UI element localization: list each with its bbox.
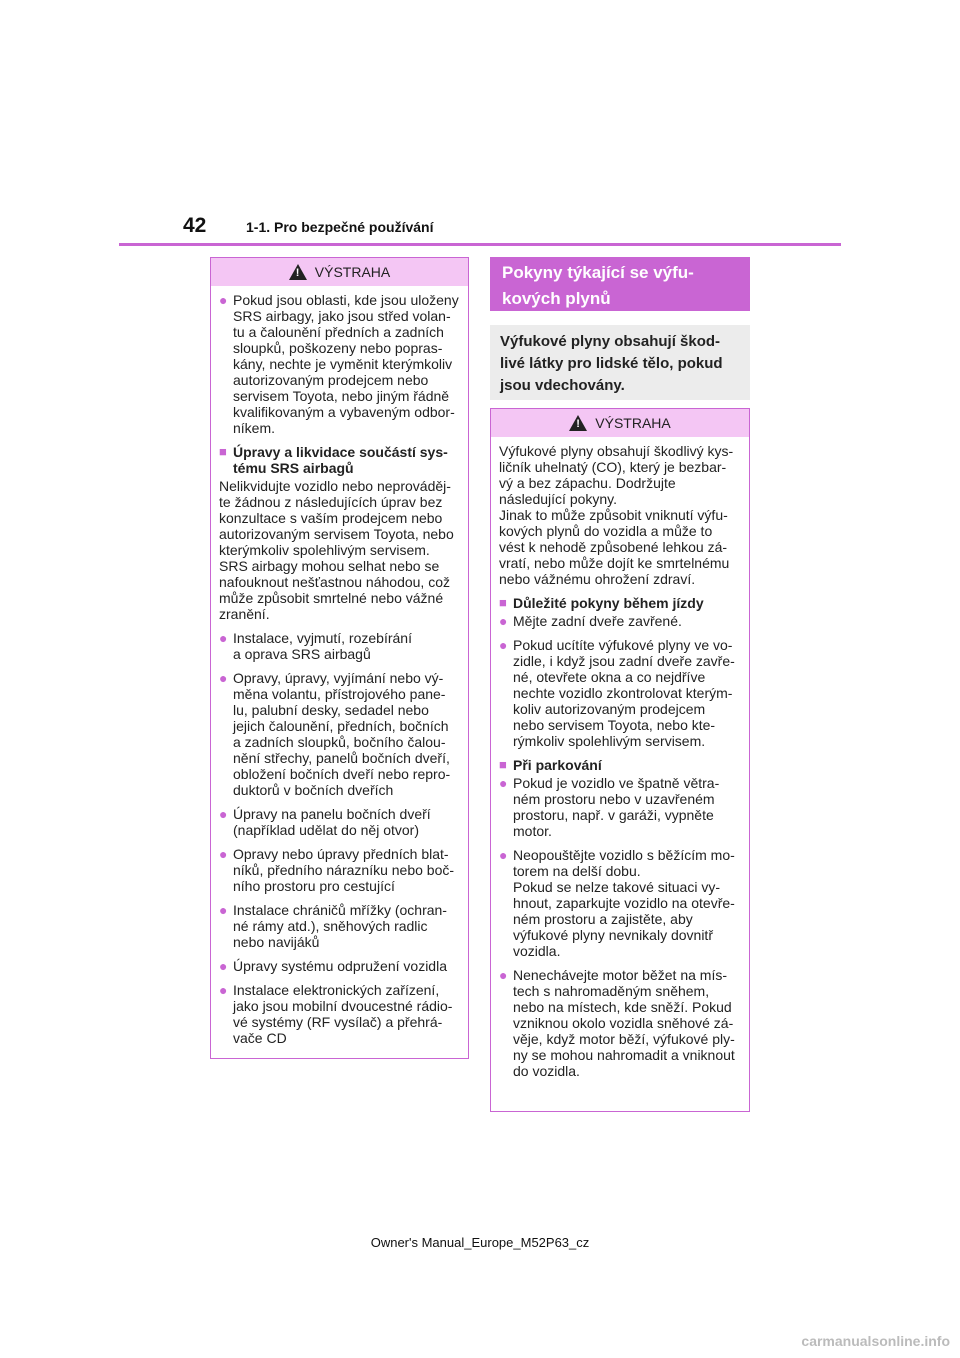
warning-title: VÝSTRAHA bbox=[595, 415, 671, 431]
circle-bullet-icon: ● bbox=[499, 967, 508, 983]
item-text: Nenechávejte motor běžet na mís- tech s nahromaděným sněhem, nebo na místech, kde sněží. Pokud vzniknou okolo vozidla sněhové zá- věje, když motor běží, výfukové ply- ny se mohou nahromadit a vniknout do vozidla. bbox=[513, 967, 735, 1079]
bullet-item bbox=[499, 967, 741, 1079]
item-text: Pokud jsou oblasti, kde jsou uloženy SRS airbagy, jako jsou střed volan- tu a čalounění předních a zadních sloupků, poškozeny nebo popras- kány, nechte je vyměnit kterýmkoliv autorizovaným prodejcem nebo servisem Toyota, nebo jiným řádně kvalifikovaným a vybaveným odbor- níkem. bbox=[233, 292, 459, 436]
bullet-item bbox=[219, 806, 460, 838]
bullet-item bbox=[219, 670, 460, 798]
item-text: Mějte zadní dveře zavřené. bbox=[513, 613, 682, 629]
bullet-item bbox=[499, 847, 741, 959]
circle-bullet-icon: ● bbox=[499, 775, 508, 791]
warning-header bbox=[211, 258, 468, 286]
exhaust-section-heading: Pokyny týkající se výfu- kových plynů bbox=[490, 257, 750, 311]
circle-bullet-icon: ● bbox=[219, 630, 228, 646]
circle-bullet-icon: ● bbox=[499, 847, 508, 863]
warning-body bbox=[211, 286, 468, 1062]
item-text: Opravy, úpravy, vyjímání nebo vý- měna volantu, přístrojového pane- lu, palubní desky, sedadel nebo jejich čalounění, předních, bočních a zadních sloupků, bočního čalou- nění střechy, panelů bočních dveří, obložení bočních dveří nebo repro- duktorů v bočních dveřích bbox=[233, 670, 451, 798]
footer-doc-id: Owner's Manual_Europe_M52P63_cz bbox=[370, 1235, 590, 1250]
item-text: Důležité pokyny během jízdy bbox=[513, 595, 704, 611]
circle-bullet-icon: ● bbox=[219, 292, 228, 308]
item-text: Úpravy systému odpružení vozidla bbox=[233, 958, 447, 974]
bullet-item bbox=[219, 292, 460, 436]
circle-bullet-icon: ● bbox=[219, 902, 228, 918]
warning-body bbox=[491, 437, 749, 1095]
item-text: Instalace elektronických zařízení, jako jsou mobilní dvoucestné rádio- vé systémy (RF vysílač) a přehrá- vače CD bbox=[233, 982, 453, 1046]
item-text: Úpravy na panelu bočních dveří (například udělat do něj otvor) bbox=[233, 806, 431, 838]
section-title: 1-1. Pro bezpečné používání bbox=[246, 219, 434, 235]
bullet-item bbox=[219, 846, 460, 894]
bullet-item bbox=[219, 958, 460, 974]
circle-bullet-icon: ● bbox=[499, 613, 508, 629]
square-bullet-icon: ■ bbox=[219, 444, 227, 459]
item-text: Úpravy a likvidace součástí sys- tému SRS airbagů bbox=[233, 444, 448, 476]
warning-header bbox=[491, 409, 749, 437]
item-text: Pokud je vozidlo ve špatně větra- ném prostoru nebo v uzavřeném prostoru, např. v garáži, vypněte motor. bbox=[513, 775, 720, 839]
item-text: Při parkování bbox=[513, 757, 602, 773]
circle-bullet-icon: ● bbox=[219, 846, 228, 862]
circle-bullet-icon: ● bbox=[219, 982, 228, 998]
bullet-item bbox=[219, 982, 460, 1046]
left-warning-box bbox=[210, 257, 469, 1059]
square-bullet-icon: ■ bbox=[499, 757, 507, 772]
bullet-item bbox=[499, 637, 741, 749]
subheading bbox=[499, 595, 741, 611]
bullet-item bbox=[219, 630, 460, 662]
header-divider bbox=[119, 243, 841, 246]
warning-paragraph: Výfukové plyny obsahují škodlivý kys- ličník uhelnatý (CO), který je bezbar- vý a bez zápachu. Dodržujte následující pokyny. Jinak to může způsobit vniknutí výfu- kových plynů do vozidla a může to vést k nehodě způsobené lehkou zá- vratí, nebo může dojít ke smrtelnému nebo vážnému ohrožení zdraví. bbox=[499, 443, 734, 587]
subheading bbox=[499, 757, 741, 773]
warning-triangle-icon bbox=[289, 264, 307, 280]
bullet-item bbox=[499, 775, 741, 839]
warning-title: VÝSTRAHA bbox=[314, 264, 391, 280]
exhaust-intro: Výfukové plyny obsahují škod- livé látky pro lidské tělo, pokud jsou vdechovány. bbox=[490, 325, 750, 400]
circle-bullet-icon: ● bbox=[499, 637, 508, 653]
circle-bullet-icon: ● bbox=[219, 958, 228, 974]
bullet-item bbox=[219, 902, 460, 950]
item-text: Pokud ucítíte výfukové plyny ve vo- zidle, i když jsou zadní dveře zavře- né, otevřete okna a co nejdříve nechte vozidlo zkontrolovat kterým- koliv autorizovaným prodejcem nebo servisem Toyota, nebo kte- rýmkoliv spolehlivým servisem. bbox=[513, 637, 735, 749]
watermark: carmanualsonline.info bbox=[801, 1333, 950, 1349]
warning-paragraph: Nelikvidujte vozidlo nebo neprováděj- te žádnou z následujících úprav bez konzultace s vaším prodejcem nebo autorizovaným servisem Toyota, nebo kterýmkoliv spolehlivým servisem. SRS airbagy mohou selhat nebo se nafouknout nešťastnou náhodou, což může způsobit smrtelné nebo vážné zranění. bbox=[219, 478, 454, 622]
subheading bbox=[219, 444, 460, 476]
square-bullet-icon: ■ bbox=[499, 595, 507, 610]
bullet-item bbox=[499, 613, 741, 629]
circle-bullet-icon: ● bbox=[219, 806, 228, 822]
item-text: Instalace, vyjmutí, rozebírání a oprava SRS airbagů bbox=[233, 630, 412, 662]
circle-bullet-icon: ● bbox=[219, 670, 228, 686]
right-warning-box bbox=[490, 408, 750, 1112]
item-text: Opravy nebo úpravy předních blat- níků, předního nárazníku nebo boč- ního prostoru pro cestující bbox=[233, 846, 455, 894]
item-text: Instalace chráničů mřížky (ochran- né rámy atd.), sněhových radlic nebo navijáků bbox=[233, 902, 447, 950]
page-number: 42 bbox=[183, 214, 207, 237]
item-text: Neopouštějte vozidlo s běžícím mo- torem na delší dobu. Pokud se nelze takové situaci vy- hnout, zaparkujte vozidlo na otevře- ném prostoru a zajistěte, aby výfukové plyny nevnikaly dovnitř vozidla. bbox=[513, 847, 735, 959]
warning-triangle-icon bbox=[569, 415, 587, 431]
